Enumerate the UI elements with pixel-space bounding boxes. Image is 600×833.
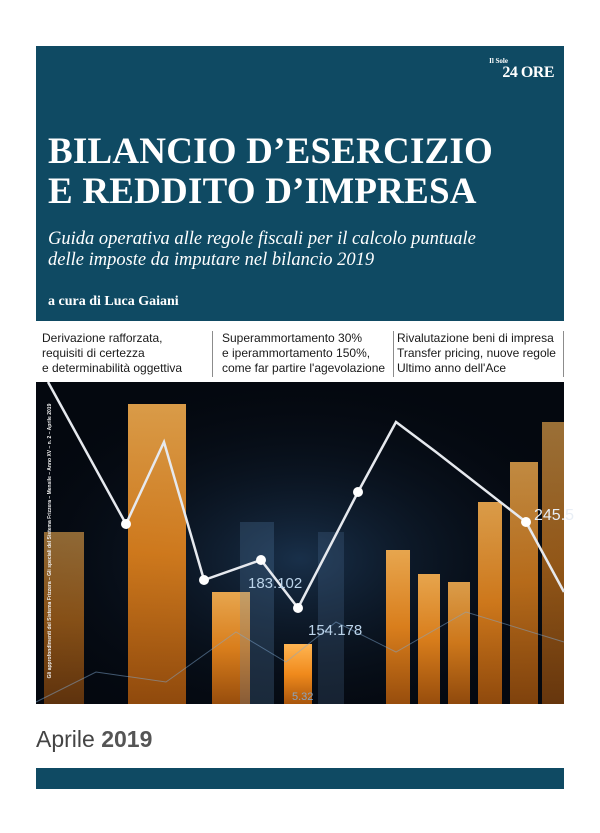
topic-3	[397, 331, 564, 377]
cover-photo-chart	[36, 382, 575, 704]
bar	[448, 582, 470, 704]
topic-3-line-1: Rivalutazione beni di impresa	[397, 331, 554, 345]
publisher-logo	[489, 58, 554, 81]
value-label-1: 183.102	[248, 575, 303, 592]
topic-3-line-2: Transfer pricing, nuove regole	[397, 346, 556, 360]
topic-1-line-2: requisiti di certezza	[42, 346, 145, 360]
bar	[478, 502, 502, 704]
background-bar	[318, 532, 344, 704]
data-point	[121, 519, 131, 529]
spine-label: Gli approfondimenti del Sistema Frizzera – Gli speciali del Sistema Frizzera – Mensile – Anno XV – n. 2 – Aprile 2019	[47, 403, 53, 678]
bar	[542, 422, 564, 704]
topic-2-line-1: Superammortamento 30%	[222, 331, 363, 345]
data-point	[353, 487, 363, 497]
value-label-4: 5.32	[292, 691, 314, 703]
title-line-2: E REDDITO D’IMPRESA	[48, 171, 477, 212]
topic-2	[222, 331, 394, 377]
value-label-2: 154.178	[308, 622, 363, 639]
issue-year: 2019	[101, 726, 153, 752]
subtitle-line-1: Guida operativa alle regole fiscali per il calcolo puntuale	[48, 229, 476, 249]
topic-1	[42, 331, 213, 377]
background-bar	[240, 522, 274, 704]
data-point	[293, 603, 303, 613]
bar	[418, 574, 440, 704]
data-point	[256, 555, 266, 565]
title-line-1: BILANCIO D’ESERCIZIO	[48, 131, 494, 172]
data-point	[199, 575, 209, 585]
spine-text	[43, 388, 57, 693]
topic-2-line-3: come far partire l'agevolazione	[222, 361, 386, 375]
cover-title	[48, 132, 493, 212]
footer-band	[36, 768, 564, 789]
chart-illustration	[36, 382, 575, 704]
issue-month: Aprile	[36, 726, 95, 752]
curator-credit: a cura di Luca Gaiani	[48, 294, 179, 309]
topic-1-line-1: Derivazione rafforzata,	[42, 331, 163, 345]
data-point	[521, 517, 531, 527]
issue-date	[36, 726, 152, 753]
cover-header	[36, 46, 564, 321]
bar	[510, 462, 538, 704]
bar	[386, 550, 410, 704]
topic-3-line-3: Ultimo anno dell'Ace	[397, 361, 507, 375]
logo-small-text: Il Sole	[489, 57, 508, 65]
cover-subtitle	[48, 229, 553, 271]
topic-1-line-3: e determinabilità oggettiva	[42, 361, 183, 375]
subtitle-line-2: delle imposte da imputare nel bilancio 2019	[48, 250, 375, 270]
value-label-3: 245.5	[534, 507, 575, 524]
bar	[128, 404, 186, 704]
topic-2-line-2: e iperammortamento 150%,	[222, 346, 371, 360]
logo-big-text: 24 ORE	[502, 64, 554, 81]
topics-row	[36, 331, 564, 377]
